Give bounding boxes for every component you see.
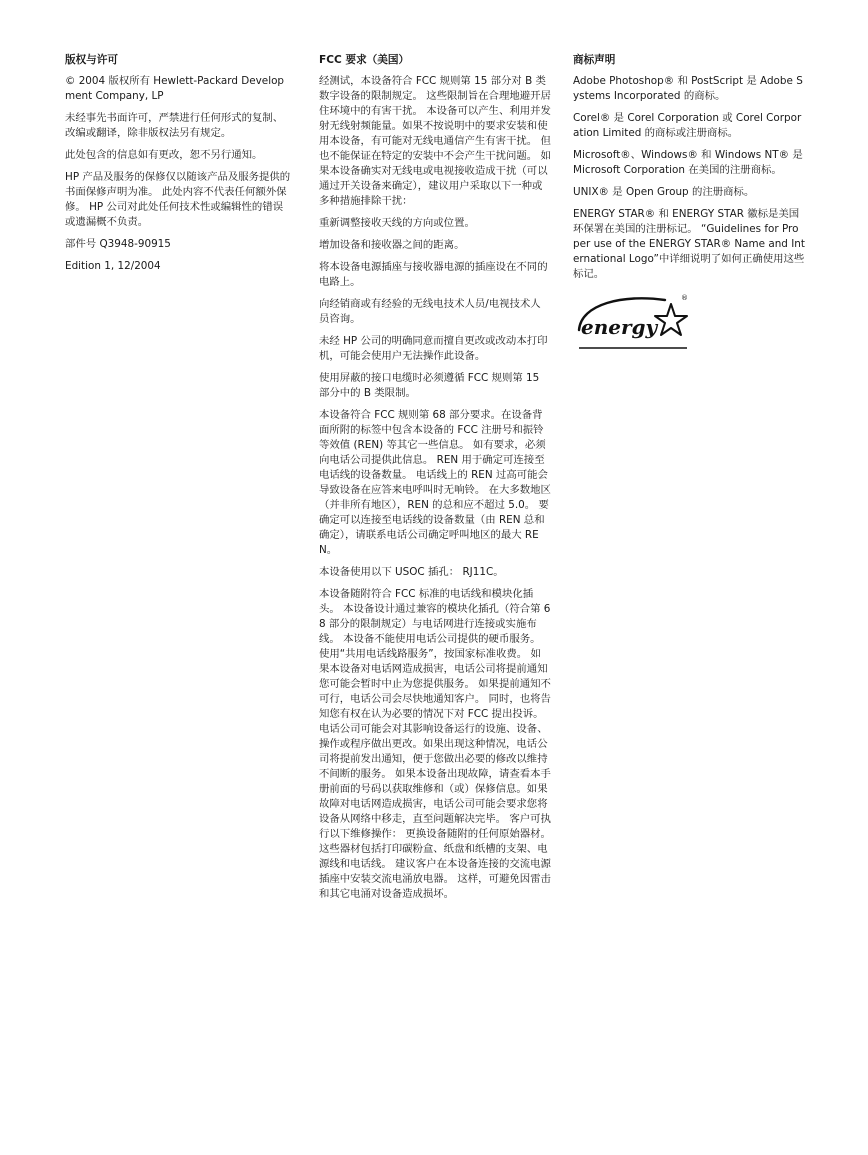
energy-star-logo-icon: [573, 290, 689, 350]
fcc-paragraph: 本设备符合 FCC 规则第 68 部分要求。在设备背面所附的标签中包含本设备的 FCC 注册号和振铃等效值 (REN) 等其它一些信息。 如有要求，必须向电话公司提供此信息。 REN 用于确定可连接至电话线的设备数量。 电话线上的 REN 过高可能会导致设备在应答来电呼叫时无响铃。 在大多数地区（并非所有地区），REN 的总和应不超过 5.0。 要确定可以连接至电话线的设备数量（由 REN 总和确定），请联系电话公司确定呼叫地区的最大 REN。: [319, 409, 551, 556]
fcc-paragraph: 使用屏蔽的接口电缆时必须遵循 FCC 规则第 15 部分中的 B 类限制。: [319, 372, 540, 399]
fcc-paragraph: 重新调整接收天线的方向或位置。: [319, 217, 475, 229]
trademark-item: UNIX® 是 Open Group 的注册商标。: [573, 186, 755, 198]
trademark-item: Corel® 是 Corel Corporation 或 Corel Corporation Limited 的商标或注册商标。: [573, 112, 802, 139]
trademark-item: Adobe Photoshop® 和 PostScript 是 Adobe Systems Incorporated 的商标。: [573, 75, 803, 102]
fcc-heading: FCC 要求（美国）: [319, 54, 410, 66]
warranty-notice: HP 产品及服务的保修仅以随该产品及服务提供的书面保修声明为准。 此处内容不代表任何额外保修。 HP 公司对此处任何技术性或编辑性的错误或遗漏概不负责。: [65, 171, 291, 228]
fcc-paragraph: 向经销商或有经验的无线电技术人员/电视技术人员咨询。: [319, 298, 541, 325]
trademarks-column: [573, 53, 805, 350]
reproduction-notice: 未经事先书面许可，严禁进行任何形式的复制、改编或翻译，除非版权法另有规定。: [65, 112, 284, 139]
fcc-paragraph: 经测试，本设备符合 FCC 规则第 15 部分对 B 类数字设备的限制规定。 这些限制旨在合理地避开居住环境中的有害干扰。 本设备可以产生、利用并发射无线射频能量。如果不按说明中的要求安装和使用本设备，有可能对无线电通信产生有害干扰。 但也不能保证在特定的安装中不会产生干扰问题。 如果本设备确实对无线电或电视接收造成干扰（可以通过开关设备来确定），建议用户采取以下一种或多种措施排除干扰：: [319, 75, 551, 207]
copyright-column: [65, 53, 293, 281]
registered-mark: ®: [681, 294, 688, 302]
fcc-paragraph: 增加设备和接收器之间的距离。: [319, 239, 465, 251]
fcc-column: [319, 53, 551, 909]
fcc-paragraph: 本设备随附符合 FCC 标准的电话线和模块化插头。 本设备设计通过兼容的模块化插孔（符合第 68 部分的限制规定）与电话网进行连接或实施布线。 本设备不能使用电话公司提供的硬币服务。 使用“共用电话线路服务”，按国家标准收费。 如果本设备对电话网造成损害，电话公司将提前通知您可能会暂时中止为您提供服务。 如果提前通知不可行，电话公司会尽快地通知客户。 同时，也将告知您有权在认为必要的情况下对 FCC 提出投诉。 电话公司可能会对其影响设备运行的设施、设备、操作或程序做出更改。如果出现这种情况，电话公司将提前发出通知，便于您做出必要的修改以维持不间断的服务。 如果本设备出现故障，请查看本手册前面的号码以获取维修和（或）保修信息。如果故障对电话网造成损害，电话公司可能会要求您将设备从网络中移走，直至问题解决完毕。 客户可执行以下维修操作： 更换设备随附的任何原始器材。 这些器材包括打印碳粉盒、纸盘和纸槽的支架、电源线和电话线。 建议客户在本设备连接的交流电源插座中安装交流电涌放电器。 这样，可避免因雷击和其它电涌对设备造成损坏。: [319, 588, 551, 900]
fcc-paragraph: 将本设备电源插座与接收器电源的插座设在不同的电路上。: [319, 261, 548, 288]
change-notice: 此处包含的信息如有更改，恕不另行通知。: [65, 149, 263, 161]
part-number: 部件号 Q3948-90915: [65, 238, 171, 250]
copyright-notice: © 2004 版权所有 Hewlett-Packard Development Company, LP: [65, 75, 285, 102]
copyright-heading: 版权与许可: [65, 54, 118, 66]
trademark-item: ENERGY STAR® 和 ENERGY STAR 徽标是美国环保署在美国的注册标记。 “Guidelines for Proper use of the ENERGY STAR® Name and International Logo”中详细说明了如何正确使用这些标记。: [573, 208, 805, 280]
fcc-paragraph: 未经 HP 公司的明确同意而擅自更改或改动本打印机，可能会使用户无法操作此设备。: [319, 335, 548, 362]
energy-logo-text: energy: [581, 315, 658, 339]
trademark-item: Microsoft®、Windows® 和 Windows NT® 是 Microsoft Corporation 在美国的注册商标。: [573, 149, 803, 176]
edition: Edition 1, 12/2004: [65, 260, 161, 272]
trademarks-heading: 商标声明: [573, 54, 616, 66]
fcc-paragraph: 本设备使用以下 USOC 插孔： RJ11C。: [319, 566, 504, 578]
